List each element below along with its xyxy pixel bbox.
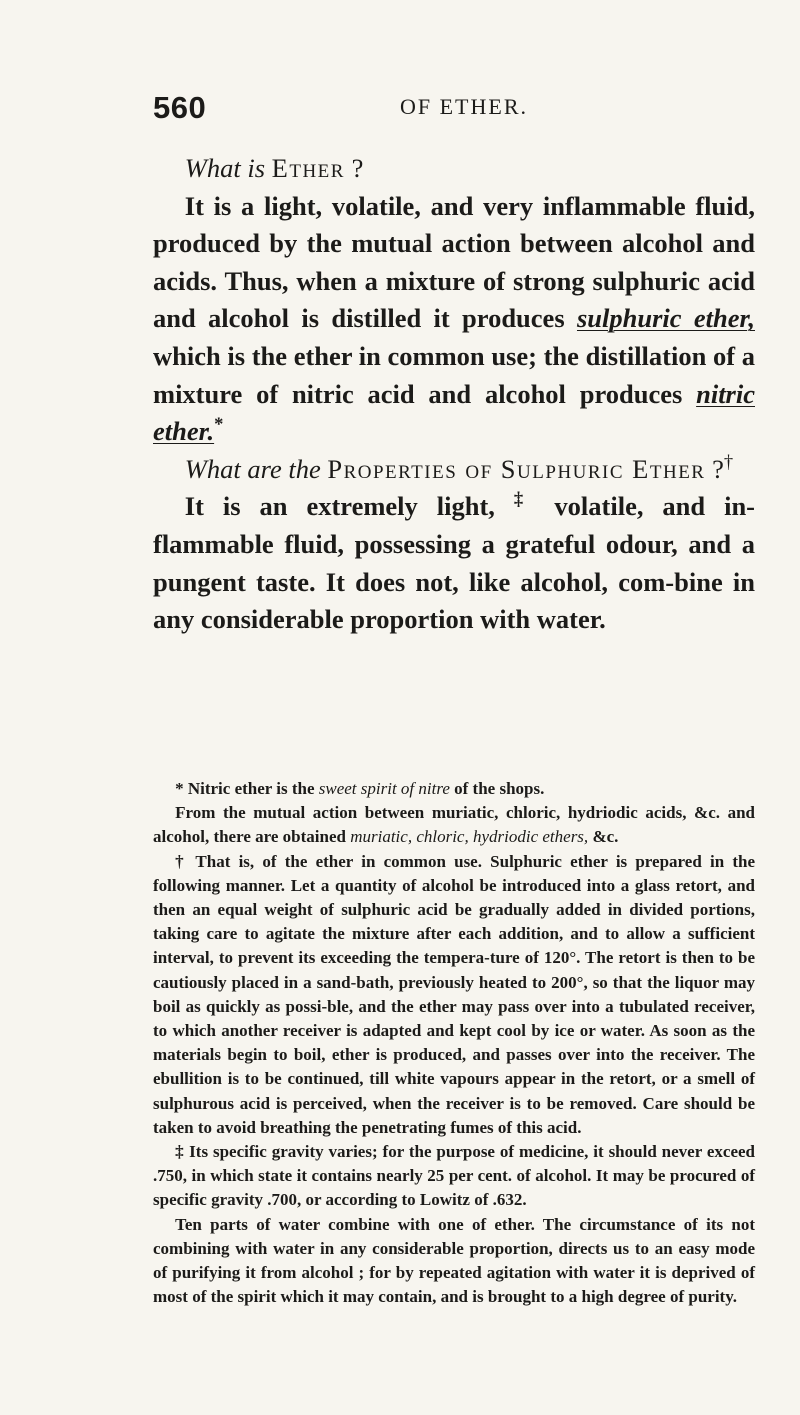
footnote-ref-double-dagger: ‡ (513, 489, 536, 511)
term-sulphuric-ether: sulphuric ether, (576, 303, 755, 334)
answer-what-is-ether: It is a light, volatile, and very inflammable fluid, produced by the mutual action between alcohol and acids. Thus, when a mixture of strong sulphuric acid and alcohol is distilled it produces sulphuric ether, which is the ether in common use; the distillation of a mixture of nitric acid and alcohol produces nitric ether.* (153, 190, 755, 447)
footnotes (153, 777, 755, 1309)
question-properties-sulphuric-ether: What are the Properties of Sulphuric Ether ?† (184, 451, 734, 484)
footnote-ref-dagger: † (723, 451, 734, 473)
footnote-dagger: † That is, of the ether in common use. Sulphuric ether is prepared in the following manner. Let a quantity of alcohol be introduced into a glass retort, and then an equal weight of sulphuric acid be gradually added in divided portions, taking care to agitate the mixture after each addition, and to allow a sufficient interval, to prevent its exceeding the tempera-ture of 120°. The retort is then to be cautiously placed in a sand-bath, previously heated to 200°, so that the liquor may boil as quickly as possi-ble, and the ether may pass over into a tubulated receiver, to which another receiver is adapted and kept cool by ice or water. As soon as the materials begin to boil, ether is produced, and passes over into the receiver. The ebullition is to be continued, till white vapours appear in the retort, or a smell of sulphurous acid is perceived, when the receiver is to be removed. Care should be taken to avoid breathing the penetrating fumes of this acid. (153, 851, 756, 1137)
term-nitric-ether: nitric ether. (153, 378, 755, 447)
footnote-double-dagger-continued: Ten parts of water combine with one of ether. The circumstance of its not combining with water in any considerable proportion, directs us to an easy mode of purifying it from alcohol ; for by repeated agitation with water it is deprived of most of the spirit which it may contain, and is brought to a high degree of purity. (153, 1214, 755, 1307)
page-number: 560 (153, 90, 207, 125)
running-title: OF ETHER. (400, 94, 528, 119)
question-what-is-ether: What is Ether ? (184, 153, 364, 183)
main-text (153, 150, 755, 639)
footnote-ref-asterisk: * (214, 414, 224, 436)
footnote-asterisk-continued: From the mutual action between muriatic, chloric, hydriodic acids, &c. and alcohol, there are obtained muriatic, chloric, hydriodic ethers, &c. (153, 803, 755, 847)
footnote-asterisk: * Nitric ether is the sweet spirit of nitre of the shops. (175, 779, 545, 798)
answer-properties-sulphuric-ether: It is an extremely light, ‡ volatile, and in-flammable fluid, possessing a grateful odour, and a pungent taste. It does not, like alcohol, com-bine in any considerable proportion with water. (153, 489, 756, 635)
footnote-double-dagger: ‡ Its specific gravity varies; for the purpose of medicine, it should never exceed .750, in which state it contains nearly 25 per cent. of alcohol. It may be procured of specific gravity .700, or according to Lowitz of .632. (153, 1142, 756, 1210)
running-head (0, 90, 800, 130)
